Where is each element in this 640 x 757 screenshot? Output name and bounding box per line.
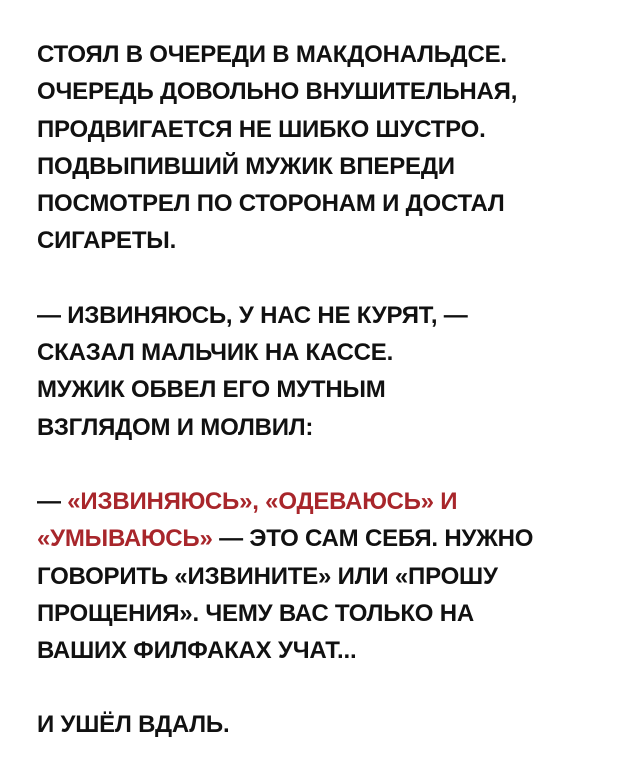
paragraph-ending — [37, 706, 617, 743]
text-line — [37, 520, 617, 557]
text-line: ПОСМОТРЕЛ ПО СТОРОНАМ И ДОСТАЛ — [37, 190, 505, 218]
text-line: ГОВОРИТЬ «ИЗВИНИТЕ» ИЛИ «ПРОШУ — [37, 562, 498, 590]
text-line: ПРОЩЕНИЯ». ЧЕМУ ВАС ТОЛЬКО НА — [37, 599, 474, 627]
text-line: СКАЗАЛ МАЛЬЧИК НА КАССЕ. — [37, 339, 394, 367]
text-line: СИГАРЕТЫ. — [37, 227, 177, 255]
text-line: ВЗГЛЯДОМ И МОЛВИЛ: — [37, 413, 314, 441]
text-line: СТОЯЛ В ОЧЕРЕДИ В МАКДОНАЛЬДСЕ. — [37, 41, 507, 68]
text-line: МУЖИК ОБВЕЛ ЕГО МУТНЫМ — [37, 376, 386, 404]
text-line — [37, 483, 617, 520]
highlighted-words: «УМЫВАЮСЬ» — [37, 525, 213, 553]
paragraph-gap — [37, 446, 617, 483]
paragraph-gap — [37, 669, 617, 706]
paragraph-gap — [37, 260, 617, 297]
text-line: — ИЗВИНЯЮСЬ, У НАС НЕ КУРЯТ, — — [37, 301, 468, 329]
highlighted-words: «ИЗВИНЯЮСЬ», «ОДЕВАЮСЬ» И — [67, 487, 458, 515]
line-rest: — ЭТО САМ СЕБЯ. НУЖНО — [212, 525, 534, 553]
paragraph-reply — [37, 483, 617, 669]
paragraph-intro — [37, 36, 617, 260]
text-line: ПОДВЫПИВШИЙ МУЖИК ВПЕРЕДИ — [37, 152, 455, 180]
story-text — [37, 36, 617, 744]
text-line: И УШЁЛ ВДАЛЬ. — [37, 711, 230, 739]
paragraph-dialogue — [37, 297, 617, 446]
text-line: ПРОДВИГАЕТСЯ НЕ ШИБКО ШУСТРО. — [37, 115, 486, 143]
text-line: ВАШИХ ФИЛФАКАХ УЧАТ... — [37, 637, 357, 665]
dash-prefix: — — [37, 487, 68, 515]
text-line: ОЧЕРЕДЬ ДОВОЛЬНО ВНУШИТЕЛЬНАЯ, — [37, 78, 518, 106]
